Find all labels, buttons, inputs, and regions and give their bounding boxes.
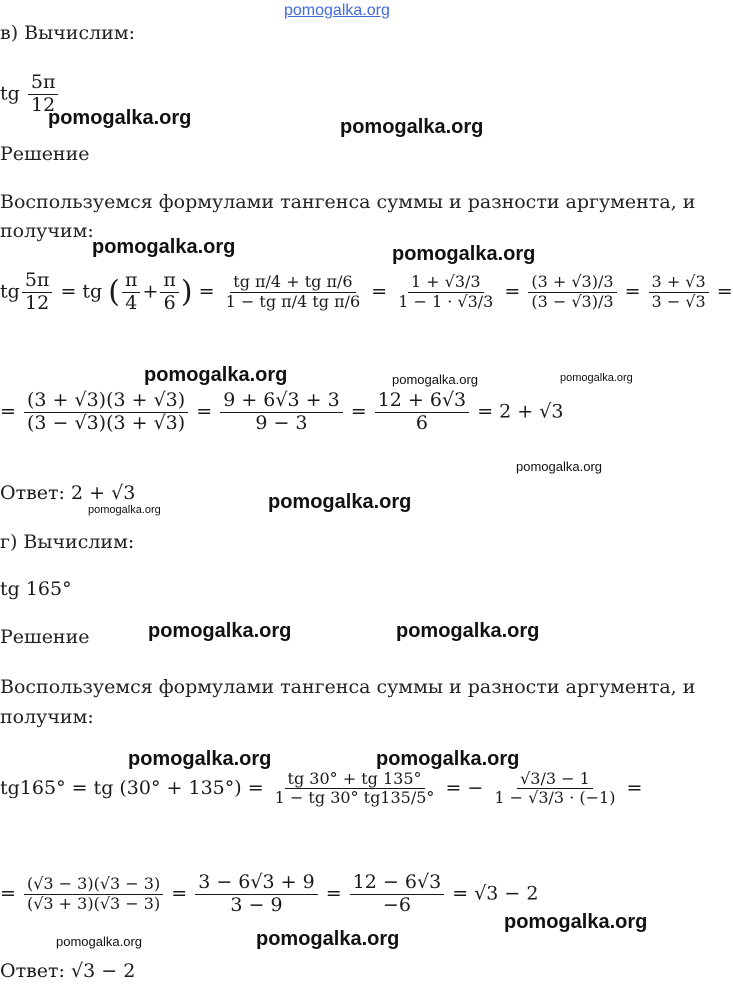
watermark: pomogalka.org [92, 236, 236, 258]
watermark: pomogalka.org [128, 748, 272, 770]
fraction-numerator: 3 + √3 [649, 273, 709, 292]
fraction-denominator: (√3 + 3)(√3 − 3) [26, 893, 161, 913]
part-v-heading: в) Вычислим: [0, 22, 136, 44]
equals-sign: = [624, 280, 641, 303]
answer-value: 2 + √3 [71, 482, 136, 504]
fraction-denominator: 9 − 3 [255, 411, 308, 434]
equals-sign: = [198, 280, 215, 303]
fraction-denominator: 1 − tg π/4 tg π/6 [225, 291, 361, 311]
result-value: 2 + √3 [499, 400, 564, 423]
fraction-denominator: 3 − 9 [230, 893, 283, 916]
watermark: pomogalka.org [392, 243, 536, 265]
equals-sign: = − [445, 776, 484, 799]
part-g-intro: Воспользуемся формулами тангенса суммы и разности аргумента, и [0, 676, 696, 698]
part-v-answer [0, 482, 135, 504]
answer-value: √3 − 2 [71, 960, 136, 982]
part-v-intro-2: получим: [0, 220, 94, 242]
part-v-solution-label: Решение [0, 143, 90, 165]
watermark: pomogalka.org [48, 107, 192, 129]
tg-label: tg [82, 280, 103, 303]
watermark: pomogalka.org [256, 928, 400, 950]
part-v-equation-line-1: tg $\frac{5\pi}{12}$ = tg ( $\frac{\pi}{4}$ + $\frac{\pi}{6}$ ) = $\frac{\text{tg π/4 + tg π/6}}{\text{1 − tg π/4 tg π/6}}$ = $\frac{1 + √3/3}{1 - 1 \cdot √3/3}$ = $\frac{(3 + √3)/3}{(3 - √3)/3}$ = $\frac{3 + √3}{3 - √3}$ = [0, 269, 733, 314]
watermark: pomogalka.org [148, 620, 292, 642]
part-v-intro: Воспользуемся формулами тангенса суммы и разности аргумента, и [0, 191, 696, 213]
fraction-denominator: 6 [415, 411, 428, 434]
tg-label: tg [0, 280, 20, 303]
fraction-denominator: 1 − 1 · √3/3 [398, 291, 494, 311]
answer-label: Ответ: [0, 482, 65, 504]
fraction-numerator: 5π [28, 72, 59, 95]
part-v-equation-line-2 [0, 390, 563, 435]
fraction-numerator: 5π [22, 270, 53, 293]
plus-sign: + [142, 280, 159, 303]
fraction-denominator: 12 [25, 291, 50, 314]
watermark: pomogalka.org [504, 911, 648, 933]
fraction-denominator: (3 − √3)/3 [531, 291, 614, 311]
part-g-heading: г) Вычислим: [0, 531, 135, 553]
fraction-denominator: 12 [31, 93, 56, 116]
fraction-numerator: 12 − 6√3 [350, 872, 444, 895]
fraction-numerator: 9 + 6√3 + 3 [220, 390, 342, 413]
fraction-denominator: 1 − √3/3 · (−1) [494, 788, 616, 808]
fraction-numerator: 12 + 6√3 [375, 390, 469, 413]
watermark: pomogalka.org [516, 459, 602, 474]
equals-sign: = [350, 400, 367, 423]
tg-label: tg [0, 82, 20, 105]
equals-sign: = [504, 280, 521, 303]
watermark: pomogalka.org [340, 116, 484, 138]
part-g-intro-2: получим: [0, 706, 94, 728]
fraction-numerator: (√3 − 3)(√3 − 3) [24, 875, 163, 894]
fraction-numerator: √3/3 − 1 [517, 770, 593, 789]
part-g-solution-label: Решение [0, 626, 90, 648]
fraction-denominator: (3 − √3)(3 + √3) [26, 411, 186, 434]
equals-sign: = [325, 882, 342, 905]
part-g-expression: tg 165° [0, 578, 72, 600]
watermark: pomogalka.org [144, 364, 288, 386]
fraction-denominator: 1 − tg 30° tg135/5° [274, 788, 435, 808]
equals-sign: = [196, 400, 213, 423]
equals-sign: = [452, 882, 469, 905]
part-g-equation-line-2 [0, 872, 538, 917]
site-link[interactable]: pomogalka.org [284, 2, 390, 19]
fraction-numerator: (3 + √3)/3 [528, 273, 616, 292]
equation-lhs: tg165° = tg (30° + 135°) = [0, 776, 264, 799]
answer-label: Ответ: [0, 960, 65, 982]
equals-sign: = [371, 280, 388, 303]
equals-sign: = [716, 280, 733, 303]
watermark: pomogalka.org [268, 491, 412, 513]
fraction-denominator: 3 − √3 [651, 291, 706, 311]
equals-sign: = [0, 882, 16, 905]
watermark: pomogalka.org [396, 620, 540, 642]
fraction-denominator: 6 [163, 291, 176, 314]
result-value: √3 − 2 [474, 882, 539, 905]
fraction-numerator: π [122, 270, 141, 293]
watermark: pomogalka.org [376, 748, 520, 770]
fraction-numerator: (3 + √3)(3 + √3) [24, 390, 188, 413]
equals-sign: = [626, 776, 643, 799]
fraction-numerator: tg 30° + tg 135° [285, 770, 425, 789]
watermark: pomogalka.org [392, 372, 478, 387]
watermark: pomogalka.org [560, 372, 633, 384]
fraction-numerator: π [160, 270, 179, 293]
watermark: pomogalka.org [88, 504, 161, 516]
fraction-numerator: 3 − 6√3 + 9 [195, 872, 317, 895]
watermark: pomogalka.org [56, 934, 142, 949]
equals-sign: = [60, 280, 77, 303]
equals-sign: = [171, 882, 188, 905]
fraction-denominator: −6 [382, 893, 411, 916]
fraction-numerator: tg π/4 + tg π/6 [230, 273, 355, 292]
equals-sign: = [0, 400, 16, 423]
part-g-equation-line-1 [0, 770, 642, 808]
fraction-denominator: 4 [125, 291, 138, 314]
fraction-numerator: 1 + √3/3 [408, 273, 484, 292]
part-g-answer [0, 960, 135, 982]
equals-sign: = [477, 400, 494, 423]
